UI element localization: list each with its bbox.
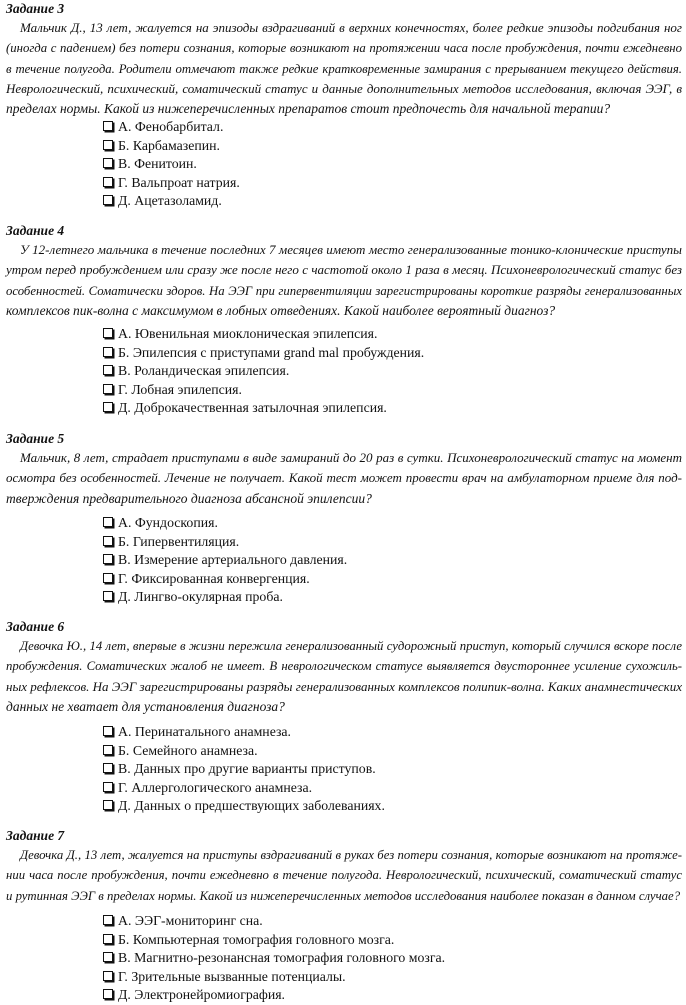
checkbox-icon[interactable] xyxy=(103,384,113,394)
question-line: (иногда с падением) без потери сознания, которые возникают на протяжении часа после пробуждения, почти ежедневно xyxy=(6,41,682,56)
answer-option-label: В. Измерение артериального давления. xyxy=(118,552,348,567)
task-title: Задание 7 xyxy=(6,828,65,843)
answer-option[interactable] xyxy=(103,174,240,193)
answer-option[interactable] xyxy=(103,362,424,381)
answer-option-label: Б. Эпилепсия с приступами grand mal пробуждения. xyxy=(118,344,425,360)
task-6 xyxy=(0,618,686,717)
task-3 xyxy=(0,0,686,119)
question-line: Неврологический, психический, соматический статус и данные дополнительных методов исследования, включая ЭЭГ, в xyxy=(6,80,682,96)
answer-option[interactable] xyxy=(103,325,424,344)
checkbox-icon[interactable] xyxy=(103,158,113,168)
answer-option[interactable] xyxy=(103,968,445,987)
task-5 xyxy=(0,430,686,509)
answer-option-label: Г. Аллергологического анамнеза. xyxy=(118,779,313,795)
answer-option[interactable] xyxy=(103,399,424,418)
answer-option[interactable] xyxy=(103,533,347,552)
answer-option-label: Г. Лобная эпилепсия. xyxy=(118,381,242,397)
checkbox-icon[interactable] xyxy=(103,782,113,792)
checkbox-icon[interactable] xyxy=(103,347,113,357)
answer-option[interactable] xyxy=(103,192,240,211)
answer-options-task-3 xyxy=(103,118,240,211)
answer-option[interactable] xyxy=(103,137,240,156)
task-title: Задание 6 xyxy=(6,619,65,634)
question-line: комплексов пик-волна с максимумом в лобных отведениях. Какой наиболее вероятный диагноз? xyxy=(6,302,556,318)
answer-option-label: Б. Компьютерная томография головного мозга. xyxy=(118,931,395,947)
checkbox-icon[interactable] xyxy=(103,573,113,583)
question-line: Мальчик Д., 13 лет, жалуется на эпизоды вздрагиваний в верхних конечностях, более редкие эпизоды подгибания ног xyxy=(20,20,682,35)
answer-option-label: Г. Вальпроат натрия. xyxy=(118,174,240,190)
question-line: пробуждения. Соматических жалоб не имеет. В неврологическом статусе выявляется двустороннее усиление сухожиль- xyxy=(6,659,682,674)
answer-option-label: Б. Карбамазепин. xyxy=(118,137,220,153)
answer-option-label: Б. Семейного анамнеза. xyxy=(118,742,258,758)
task-question xyxy=(0,240,686,321)
answer-options-task-4 xyxy=(103,325,424,418)
answer-option-label: Д. Электронейромиография. xyxy=(118,987,285,1002)
answer-option-label: А. ЭЭГ-мониторинг сна. xyxy=(118,913,263,928)
checkbox-icon[interactable] xyxy=(103,745,113,755)
question-line: данных не хватает для установления диагноза? xyxy=(6,698,285,714)
answer-option-label: А. Ювенильная миоклоническая эпилепсия. xyxy=(118,326,378,341)
answer-option[interactable] xyxy=(103,986,445,1005)
answer-option[interactable] xyxy=(103,949,445,968)
answer-option-label: В. Фенитоин. xyxy=(118,156,197,171)
answer-option-label: А. Перинатального анамнеза. xyxy=(118,724,292,739)
task-question xyxy=(0,18,686,119)
task-title: Задание 5 xyxy=(6,431,65,446)
answer-option[interactable] xyxy=(103,760,385,779)
question-line: тверждения предварительного диагноза абсансной эпилепсии? xyxy=(6,490,372,506)
checkbox-icon[interactable] xyxy=(103,195,113,205)
question-line: ных рефлексов. На ЭЭГ зарегистрированы разряды генерализованных комплексов полипик-волна. Каких анамнестических xyxy=(6,678,682,694)
answer-options-task-6 xyxy=(103,723,385,816)
task-question xyxy=(0,636,686,717)
answer-option[interactable] xyxy=(103,797,385,816)
checkbox-icon[interactable] xyxy=(103,934,113,944)
question-line: и рутинная ЭЭГ в пределах нормы. Какой из нижеперечисленных методов исследования наиболее показан в данном случае? xyxy=(6,888,681,903)
answer-option-label: А. Фенобарбитал. xyxy=(118,119,224,134)
answer-option-label: Д. Ацетазоламид. xyxy=(118,193,222,208)
checkbox-icon[interactable] xyxy=(103,800,113,810)
question-line: Девочка Ю., 14 лет, впервые в жизни пережила генерализованный судорожный приступ, который случился вскоре после xyxy=(20,639,682,653)
answer-option[interactable] xyxy=(103,155,240,174)
task-4 xyxy=(0,222,686,321)
answer-option-label: Г. Фиксированная конвергенция. xyxy=(118,570,310,586)
checkbox-icon[interactable] xyxy=(103,554,113,564)
answer-options-task-7 xyxy=(103,912,445,1005)
checkbox-icon[interactable] xyxy=(103,763,113,773)
answer-option[interactable] xyxy=(103,551,347,570)
checkbox-icon[interactable] xyxy=(103,952,113,962)
question-line: пределах нормы. Какой из нижеперечисленных препаратов стоит предпочесть для начальной терапии? xyxy=(6,101,611,117)
question-line: особенностей. Соматически здоров. На ЭЭГ при гипервентиляции зарегистрированы короткие разряды генерализованных xyxy=(6,283,682,298)
checkbox-icon[interactable] xyxy=(103,365,113,375)
task-question xyxy=(0,448,686,509)
checkbox-icon[interactable] xyxy=(103,536,113,546)
checkbox-icon[interactable] xyxy=(103,517,113,527)
checkbox-icon[interactable] xyxy=(103,177,113,187)
task-7 xyxy=(0,827,686,906)
question-line: осмотра без особенностей. Лечение не получает. Какой тест может провести врач на амбулаторном приеме для под- xyxy=(6,470,682,486)
answer-option-label: Д. Доброкачественная затылочная эпилепсия. xyxy=(118,400,387,415)
checkbox-icon[interactable] xyxy=(103,989,113,999)
answer-option[interactable] xyxy=(103,723,385,742)
answer-options-task-5 xyxy=(103,514,347,607)
checkbox-icon[interactable] xyxy=(103,402,113,412)
answer-option[interactable] xyxy=(103,931,445,950)
checkbox-icon[interactable] xyxy=(103,971,113,981)
answer-option-label: Г. Зрительные вызванные потенциалы. xyxy=(118,968,346,984)
checkbox-icon[interactable] xyxy=(103,140,113,150)
answer-option[interactable] xyxy=(103,381,424,400)
checkbox-icon[interactable] xyxy=(103,591,113,601)
answer-option-label: В. Роландическая эпилепсия. xyxy=(118,363,290,378)
question-line: нии часа после пробуждения, почти ежедневно в течение полугода. Неврологический, психический, соматический статус xyxy=(6,868,682,883)
answer-option-label: В. Данных про другие варианты приступов. xyxy=(118,761,376,776)
answer-option[interactable] xyxy=(103,118,240,137)
answer-option-label: А. Фундоскопия. xyxy=(118,515,218,530)
answer-option[interactable] xyxy=(103,912,445,931)
question-line: Девочка Д., 13 лет, жалуется на приступы вздрагиваний в руках без потери сознания, которые возникают на протяже- xyxy=(20,848,682,862)
question-line: утром перед пробуждением или сразу же после него с частотой около 1 раза в месяц. Психоневрологический статус без xyxy=(6,262,682,278)
task-title: Задание 4 xyxy=(6,223,65,238)
question-line: Мальчик, 8 лет, страдает приступами в виде замираний до 20 раз в сутки. Психоневрологический статус на момент xyxy=(20,450,682,465)
answer-option[interactable] xyxy=(103,588,347,607)
answer-option-label: Б. Гипервентиляция. xyxy=(118,533,240,549)
answer-option[interactable] xyxy=(103,344,424,363)
checkbox-icon[interactable] xyxy=(103,915,113,925)
question-line: в течение полугода. Родители отмечают также редкие кратковременные замирания с прерыванием текущего действия. xyxy=(6,61,682,76)
task-title: Задание 3 xyxy=(6,1,65,16)
answer-option[interactable] xyxy=(103,514,347,533)
checkbox-icon[interactable] xyxy=(103,328,113,338)
answer-option[interactable] xyxy=(103,779,385,798)
task-question xyxy=(0,845,686,906)
answer-option-label: Д. Данных о предшествующих заболеваниях. xyxy=(118,798,385,813)
answer-option-label: Д. Лингво-окулярная проба. xyxy=(118,589,283,604)
answer-option-label: В. Магнитно-резонансная томография головного мозга. xyxy=(118,950,446,965)
checkbox-icon[interactable] xyxy=(103,121,113,131)
checkbox-icon[interactable] xyxy=(103,726,113,736)
answer-option[interactable] xyxy=(103,742,385,761)
answer-option[interactable] xyxy=(103,570,347,589)
question-line: У 12-летнего мальчика в течение последних 7 месяцев имеют место генерализованные тонико-клонические приступы xyxy=(20,242,682,257)
